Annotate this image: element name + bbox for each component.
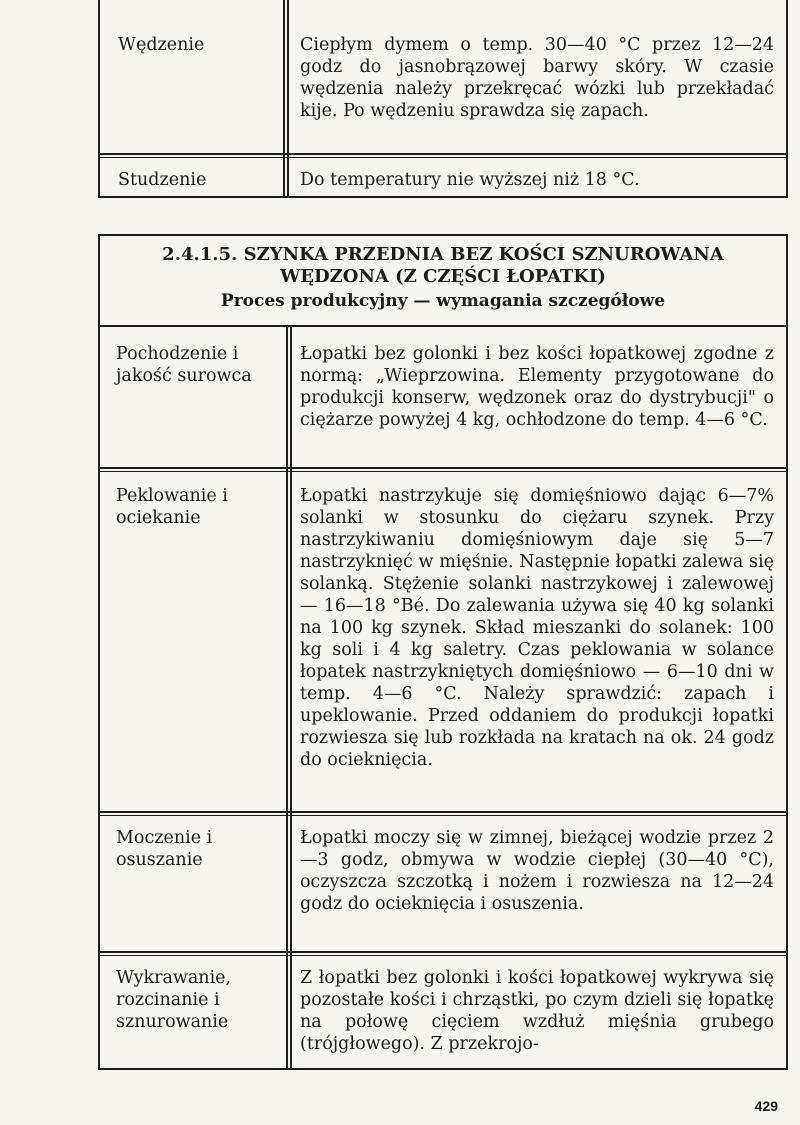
row-text-peklowanie: Łopatki nastrzykuje się domięśniowo dając 6—7% solanki w stosunku do ciężaru szynek. Przy nastrzykiwaniu domięśniowym daje się 5—7 nastrzyknięć w mięśnie. Następnie łopatki zalewa się solanką. Stężenie solanki nastrzykowej i zalewowej — 16—18 °Bé. Do zalewania używa się 40 kg solanki na 100 kg szynek. Skład mieszanki do solanek: 100 kg soli i 4 kg saletry. Czas peklowania w solance łopatek nastrzykniętych domięśniowo — 6—10 dni w temp. 4—6 °C. Należy sprawdzić: zapach i upeklowanie. Przed oddaniem do produkcji łopatki rozwiesza się lub rozkłada na kratach na ok. 24 godz do ocieknięcia. — [300, 486, 774, 770]
row-label-pochodzenie: Pochodzenie i jakość surowca — [116, 344, 252, 386]
row-text-pochodzenie: Łopatki bez golonki i bez kości łopatkowej zgodne z normą: „Wieprzowina. Elementy przygotowane do produkcji konserw, wędzonek oraz do dystrybucji" o ciężarze powyżej 4 kg, ochłodzone do temp. 4—6 °C. — [300, 344, 774, 430]
row-text-moczenie: Łopatki moczy się w zimnej, bieżącej wodzie przez 2—3 godz, obmywa w wodzie ciepłej (30—40 °C), oczyszcza szczotką i nożem i rozwiesza na 12—24 godz do ocieknięcia i osuszenia. — [300, 828, 774, 914]
section-title-line1: 2.4.1.5. SZYNKA PRZEDNIA BEZ KOŚCI SZNUROWANA — [162, 244, 724, 265]
row-label-wykrawanie: Wykrawanie, rozcinanie i sznurowanie — [116, 968, 232, 1032]
section-title-line2: WĘDZONA (Z CZĘŚCI ŁOPATKI) — [280, 266, 606, 287]
row-label-moczenie: Moczenie i osuszanie — [116, 828, 213, 870]
row-label-peklowanie: Peklowanie i ociekanie — [116, 486, 228, 528]
page-number: 429 — [754, 1098, 778, 1114]
row-text-wedzenie: Ciepłym dymem o temp. 30—40 °C przez 12—24 godz do jasnobrązowej barwy skóry. W czasie wędzenia należy przekręcać wózki lub przekładać kije. Po wędzeniu sprawdza się zapach. — [300, 35, 774, 121]
row-text-wykrawanie: Z łopatki bez golonki i kości łopatkowej wykrywa się pozostałe kości i chrząstki, po czym dzieli się łopatkę na połowę cięciem wzdłuż mięśnia grubego (trójgłowego). Z przekrojo- — [300, 968, 774, 1054]
section-subtitle: Proces produkcyjny — wymagania szczegółowe — [220, 291, 666, 311]
row-label-studzenie: Studzenie — [118, 170, 207, 190]
row-label-wedzenie: Wędzenie — [118, 35, 205, 55]
row-text-studzenie: Do temperatury nie wyższej niż 18 °C. — [300, 170, 640, 190]
